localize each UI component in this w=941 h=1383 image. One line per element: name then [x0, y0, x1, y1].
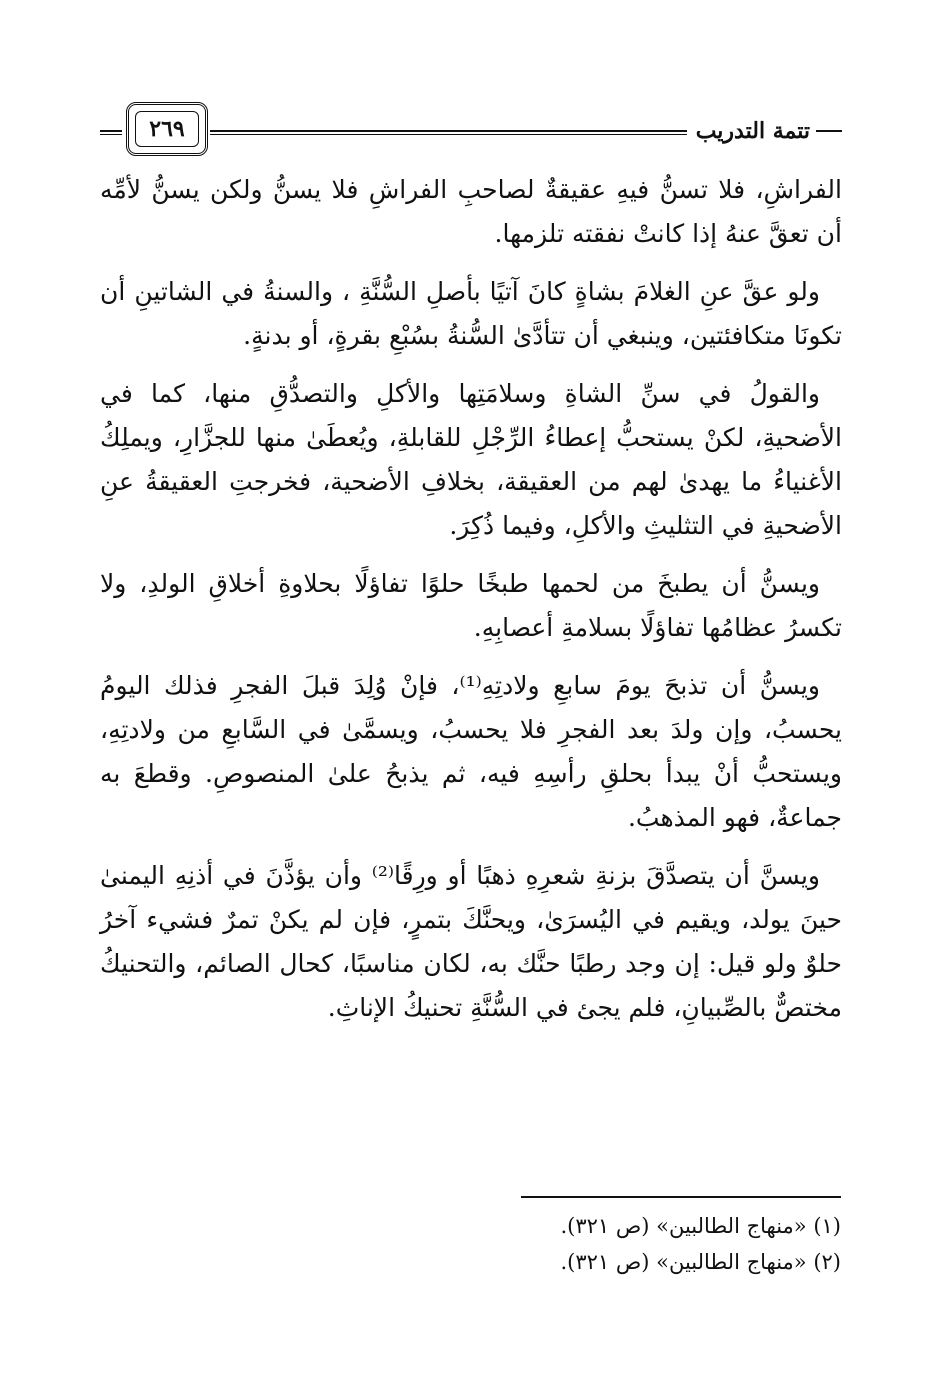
body-text — [100, 168, 842, 1044]
footnotes — [99, 1208, 841, 1280]
paragraph-2: ولو عقَّ عنِ الغلامَ بشاةٍ كانَ آتيًا بأصلِ السُّنَّةِ ، والسنةُ في الشاتينِ أن تكونَا متكافئتين، وينبغي أن تتأدَّىٰ السُّنةُ بسُبْعِ بقرةٍ، أو بدنةٍ. — [100, 277, 842, 350]
header-rule — [210, 130, 687, 135]
page-header — [100, 100, 842, 162]
title-dash — [816, 130, 842, 132]
paragraph-1: الفراشِ، فلا تسنُّ فيهِ عقيقةٌ لصاحبِ الفراشِ فلا يسنُّ ولكن يسنُّ لأمِّه أن تعقَّ عنهُ إذا كانتْ نفقته تلزمها. — [100, 175, 842, 248]
paragraph-5: ويسنُّ أن تذبحَ يومَ سابعِ ولادتِهِ⁽¹⁾، فإنْ وُلِدَ قبلَ الفجرِ فذلك اليومُ يحسبُ، وإن ولدَ بعد الفجرِ فلا يحسبُ، ويسمَّىٰ في السَّابعِ من ولادتِهِ، ويستحبُّ أنْ يبدأ بحلقِ رأسِهِ فيه، ثم يذبحُ علىٰ المنصوصِ. وقطعَ به جماعةٌ، فهو المذهبُ. — [100, 671, 842, 832]
paragraph-4: ويسنُّ أن يطبخَ من لحمها طبخًا حلوًا تفاؤلًا بحلاوةِ أخلاقِ الولدِ، ولا تكسرُ عظامُها تفاؤلًا بسلامةِ أعصابِهِ. — [100, 569, 842, 642]
running-title — [696, 118, 842, 144]
footnote-1: (١) «منهاج الطالبين» (ص ٣٢١). — [560, 1214, 841, 1238]
footnote-separator — [521, 1196, 841, 1198]
footnote-2: (٢) «منهاج الطالبين» (ص ٣٢١). — [560, 1250, 841, 1274]
paragraph-6: ويسنَّ أن يتصدَّقَ بزنةِ شعرِهِ ذهبًا أو ورِقًا⁽²⁾ وأن يؤذَّنَ في أذنِهِ اليمنىٰ حينَ يولد، ويقيم في اليُسرَىٰ، ويحنَّكَ بتمرٍ، فإن لم يكنْ تمرٌ فشيء آخرُ حلوٌ ولو قيل: إن وجد رطبًا حنَّك به، لكان مناسبًا، كحال الصائم، والتحنيكُ مختصٌّ بالصِّبيانِ، فلم يجئ في السُّنَّةِ تحنيكُ الإناثِ. — [100, 861, 842, 1022]
page-number-frame — [126, 102, 208, 156]
running-title-text: تتمة التدريب — [695, 118, 810, 144]
page-number: ٢٦٩ — [135, 111, 199, 147]
paragraph-3: والقولُ في سنِّ الشاةِ وسلامَتِها والأكلِ والتصدُّقِ منها، كما في الأضحيةِ، لكنْ يستحبُّ إعطاءُ الرِّجْلِ للقابلةِ، ويُعطَىٰ منها للجزَّارِ، ويملِكُ الأغنياءُ ما يهدىٰ لهم من العقيقة، بخلافِ الأضحية، فخرجتِ العقيقةُ عنِ الأضحيةِ في التثليثِ والأكلِ، وفيما ذُكِرَ. — [100, 379, 842, 540]
header-rule-end — [100, 130, 122, 135]
